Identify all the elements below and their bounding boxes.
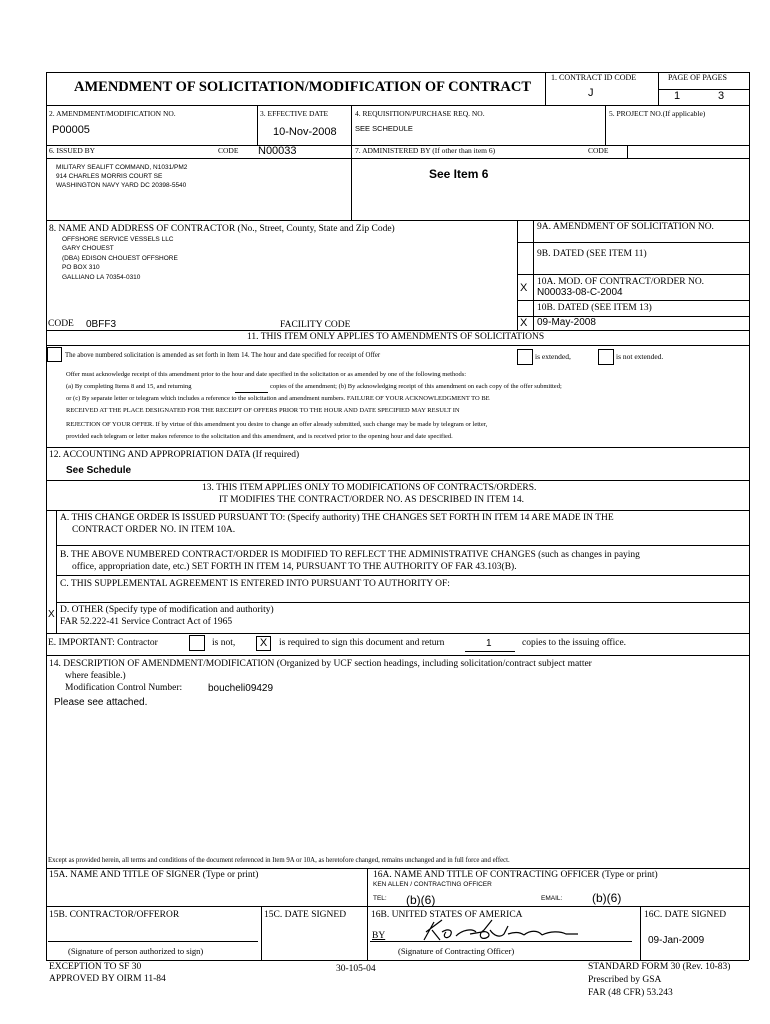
standard-form-label: STANDARD FORM 30 (Rev. 10-83) [588, 962, 731, 972]
requisition-label: 4. REQUISITION/PURCHASE REQ. NO. [355, 109, 485, 118]
date-signed-16c-label: 16C. DATE SIGNED [644, 910, 727, 920]
mod-contract-no: N00033-08-C-2004 [537, 287, 623, 298]
is-extended-checkbox[interactable] [517, 349, 533, 365]
contract-id-code-label: 1. CONTRACT ID CODE [551, 73, 637, 82]
issued-by-label: 6. ISSUED BY [49, 146, 96, 155]
contractor-address-line: PO BOX 310 [62, 264, 100, 271]
see-item-6: See Item 6 [429, 167, 489, 181]
date-signed-15c-label: 15C. DATE SIGNED [264, 910, 347, 920]
modification-control-label: Modification Control Number: [65, 683, 183, 693]
is-not-label: is not, [212, 638, 236, 648]
contracting-officer-signature [420, 918, 600, 946]
far-reference: FAR (48 CFR) 53.243 [588, 988, 673, 998]
contractor-address-line: GARY CHOUEST [62, 245, 114, 252]
item11-instructions: RECEIVED AT THE PLACE DESIGNATED FOR THE RECEIPT OF OFFERS PRIOR TO THE HOUR AND DATE SPECIFIED MAY RESULT IN [66, 407, 460, 414]
item13-heading: IT MODIFIES THE CONTRACT/ORDER NO. AS DESCRIBED IN ITEM 14. [219, 495, 524, 505]
requisition-value: SEE SCHEDULE [355, 124, 413, 133]
mod-contract-label: 10A. MOD. OF CONTRACT/ORDER NO. [537, 277, 705, 287]
administered-by-code-label: CODE [588, 146, 609, 155]
accounting-label: 12. ACCOUNTING AND APPROPRIATION DATA (If required) [49, 450, 300, 460]
email-label: EMAIL: [541, 895, 563, 902]
contractor-label: 8. NAME AND ADDRESS OF CONTRACTOR (No., Street, County, State and Zip Code) [49, 224, 395, 234]
dated-10b-mark: X [520, 317, 528, 329]
item11-instructions: Offer must acknowledge receipt of this amendment prior to the hour and date specified in the solicitation or as amended by one of the following methods: [66, 371, 467, 378]
approved-note: APPROVED BY OIRM 11-84 [49, 974, 166, 984]
issuer-address-line: WASHINGTON NAVY YARD DC 20398-5540 [56, 182, 187, 189]
copies-tail: copies to the issuing office. [522, 638, 627, 648]
amendment-solicitation-label: 9A. AMENDMENT OF SOLICITATION NO. [537, 222, 714, 232]
accounting-value: See Schedule [66, 465, 132, 476]
issued-by-code: N00033 [258, 145, 297, 157]
contractor-code-label: CODE [48, 319, 74, 329]
copies-count: 1 [486, 638, 492, 649]
co-name: KEN ALLEN / CONTRACTING OFFICER [373, 881, 492, 888]
item13-b: office, appropriation date, etc.) SET FORTH IN ITEM 14, PURSUANT TO THE AUTHORITY OF FAR 43.103(B). [72, 562, 517, 572]
effective-date-label: 3. EFFECTIVE DATE [260, 109, 329, 118]
is-required-label: is required to sign this document and return [279, 638, 445, 648]
signer-name-label: 15A. NAME AND TITLE OF SIGNER (Type or print) [49, 870, 259, 880]
dated-10b-value: 09-May-2008 [537, 317, 596, 328]
usa-label: 16B. UNITED STATES OF AMERICA [371, 910, 523, 920]
unchanged-terms-note: Except as provided herein, all terms and conditions of the document referenced in Item 9A or 10A, as heretofore changed, remains unchanged and in full force and effect. [48, 857, 510, 864]
dated-9b-label: 9B. DATED (SEE ITEM 11) [537, 249, 647, 259]
solicitation-checkbox[interactable] [47, 347, 62, 362]
administered-by-label: 7. ADMINISTERED BY (If other than item 6) [355, 146, 496, 155]
item11-instructions: copies of the amendment; (b) By acknowledging receipt of this amendment on each copy of the offer submitted; [270, 383, 562, 390]
is-required-checkbox[interactable]: X [256, 636, 271, 651]
important-label: E. IMPORTANT: Contractor [48, 638, 158, 648]
dated-10b-label: 10B. DATED (SEE ITEM 13) [537, 303, 652, 313]
issuer-address-line: 914 CHARLES MORRIS COURT SE [56, 173, 163, 180]
item11-instructions: (a) By completing Items 8 and 15, and returning [66, 383, 192, 390]
item13-d: D. OTHER (Specify type of modification and authority) [60, 605, 274, 615]
description-body: Please see attached. [54, 697, 148, 708]
exception-note: EXCEPTION TO SF 30 [49, 962, 142, 972]
item13-b: B. THE ABOVE NUMBERED CONTRACT/ORDER IS MODIFIED TO REFLECT THE ADMINISTRATIVE CHANGES (such as changes in paying [60, 550, 640, 560]
description-label: 14. DESCRIPTION OF AMENDMENT/MODIFICATION (Organized by UCF section headings, including solicitation/contract subject matter [49, 659, 592, 669]
item13-d-mark: X [48, 609, 55, 620]
item11-line1: The above numbered solicitation is amended as set forth in Item 14. The hour and date specified for receipt of Offer [65, 352, 381, 359]
mod-10a-mark: X [520, 282, 528, 294]
item11-instructions: provided each telegram or letter makes reference to the solicitation and this amendment, and is received prior to the opening hour and date specified. [66, 433, 453, 440]
is-not-extended-checkbox[interactable] [598, 349, 614, 365]
by-label: BY [372, 931, 386, 941]
issued-by-code-label: CODE [218, 146, 239, 155]
effective-date: 10-Nov-2008 [273, 126, 337, 138]
email-redacted: (b)(6) [592, 891, 622, 905]
contractor-offeror-label: 15B. CONTRACTOR/OFFEROR [49, 910, 180, 920]
tel-label: TEL: [373, 895, 387, 902]
contractor-address-line: (DBA) EDISON CHOUEST OFFSHORE [62, 255, 178, 262]
project-no-label: 5. PROJECT NO.(If applicable) [609, 109, 706, 118]
total-pages: 3 [718, 90, 725, 102]
contract-id-code: J [588, 87, 594, 99]
contractor-address-line: GALLIANO LA 70354-0310 [62, 274, 141, 281]
item11-instructions: REJECTION OF YOUR OFFER. If by virtue of this amendment you desire to change an offer already submitted, such change may be made by telegram or letter, [66, 421, 488, 428]
facility-code-label: FACILITY CODE [280, 320, 351, 330]
form-number: 30-105-04 [336, 964, 376, 974]
item13-a: A. THIS CHANGE ORDER IS ISSUED PURSUANT TO: (Specify authority) THE CHANGES SET FORTH IN ITEM 14 ARE MADE IN THE [60, 513, 614, 523]
item13-c: C. THIS SUPPLEMENTAL AGREEMENT IS ENTERED INTO PURSUANT TO AUTHORITY OF: [60, 579, 450, 589]
is-not-extended-label: is not extended. [616, 352, 664, 361]
is-not-checkbox[interactable] [189, 635, 205, 651]
signature-co-caption: (Signature of Contracting Officer) [398, 946, 515, 956]
contractor-code: 0BFF3 [86, 319, 117, 330]
contractor-address-line: OFFSHORE SERVICE VESSELS LLC [62, 236, 174, 243]
issuer-address-line: MILITARY SEALIFT COMMAND, N1031/PM2 [56, 164, 188, 171]
modification-control-number: boucheli09429 [208, 683, 274, 694]
description-label: where feasible.) [65, 671, 126, 681]
form-title: AMENDMENT OF SOLICITATION/MODIFICATION OF CONTRACT [74, 79, 532, 95]
signature-authorized-caption: (Signature of person authorized to sign) [68, 946, 204, 956]
item13-a: CONTRACT ORDER NO. IN ITEM 10A. [72, 525, 236, 535]
tel-redacted: (b)(6) [406, 893, 436, 907]
amendment-no-label: 2. AMENDMENT/MODIFICATION NO. [49, 109, 176, 118]
is-extended-label: is extended, [535, 352, 571, 361]
page-of-pages-label: PAGE OF PAGES [668, 73, 727, 82]
item13-d-authority: FAR 52.222-41 Service Contract Act of 1965 [60, 617, 233, 627]
item11-instructions: or (c) By separate letter or telegram which includes a reference to the solicitation and amendment numbers. FAILURE OF YOUR ACKNOWLEDGMENT TO BE [66, 395, 490, 402]
page-number: 1 [674, 90, 681, 102]
co-name-label: 16A. NAME AND TITLE OF CONTRACTING OFFICER (Type or print) [373, 870, 658, 880]
item11-heading: 11. THIS ITEM ONLY APPLIES TO AMENDMENTS OF SOLICITATIONS [247, 332, 545, 342]
amendment-no: P00005 [52, 124, 90, 136]
item13-heading: 13. THIS ITEM APPLIES ONLY TO MODIFICATIONS OF CONTRACTS/ORDERS. [202, 483, 537, 493]
date-signed-16c: 09-Jan-2009 [648, 935, 705, 946]
prescribed-by: Prescribed by GSA [588, 975, 662, 985]
